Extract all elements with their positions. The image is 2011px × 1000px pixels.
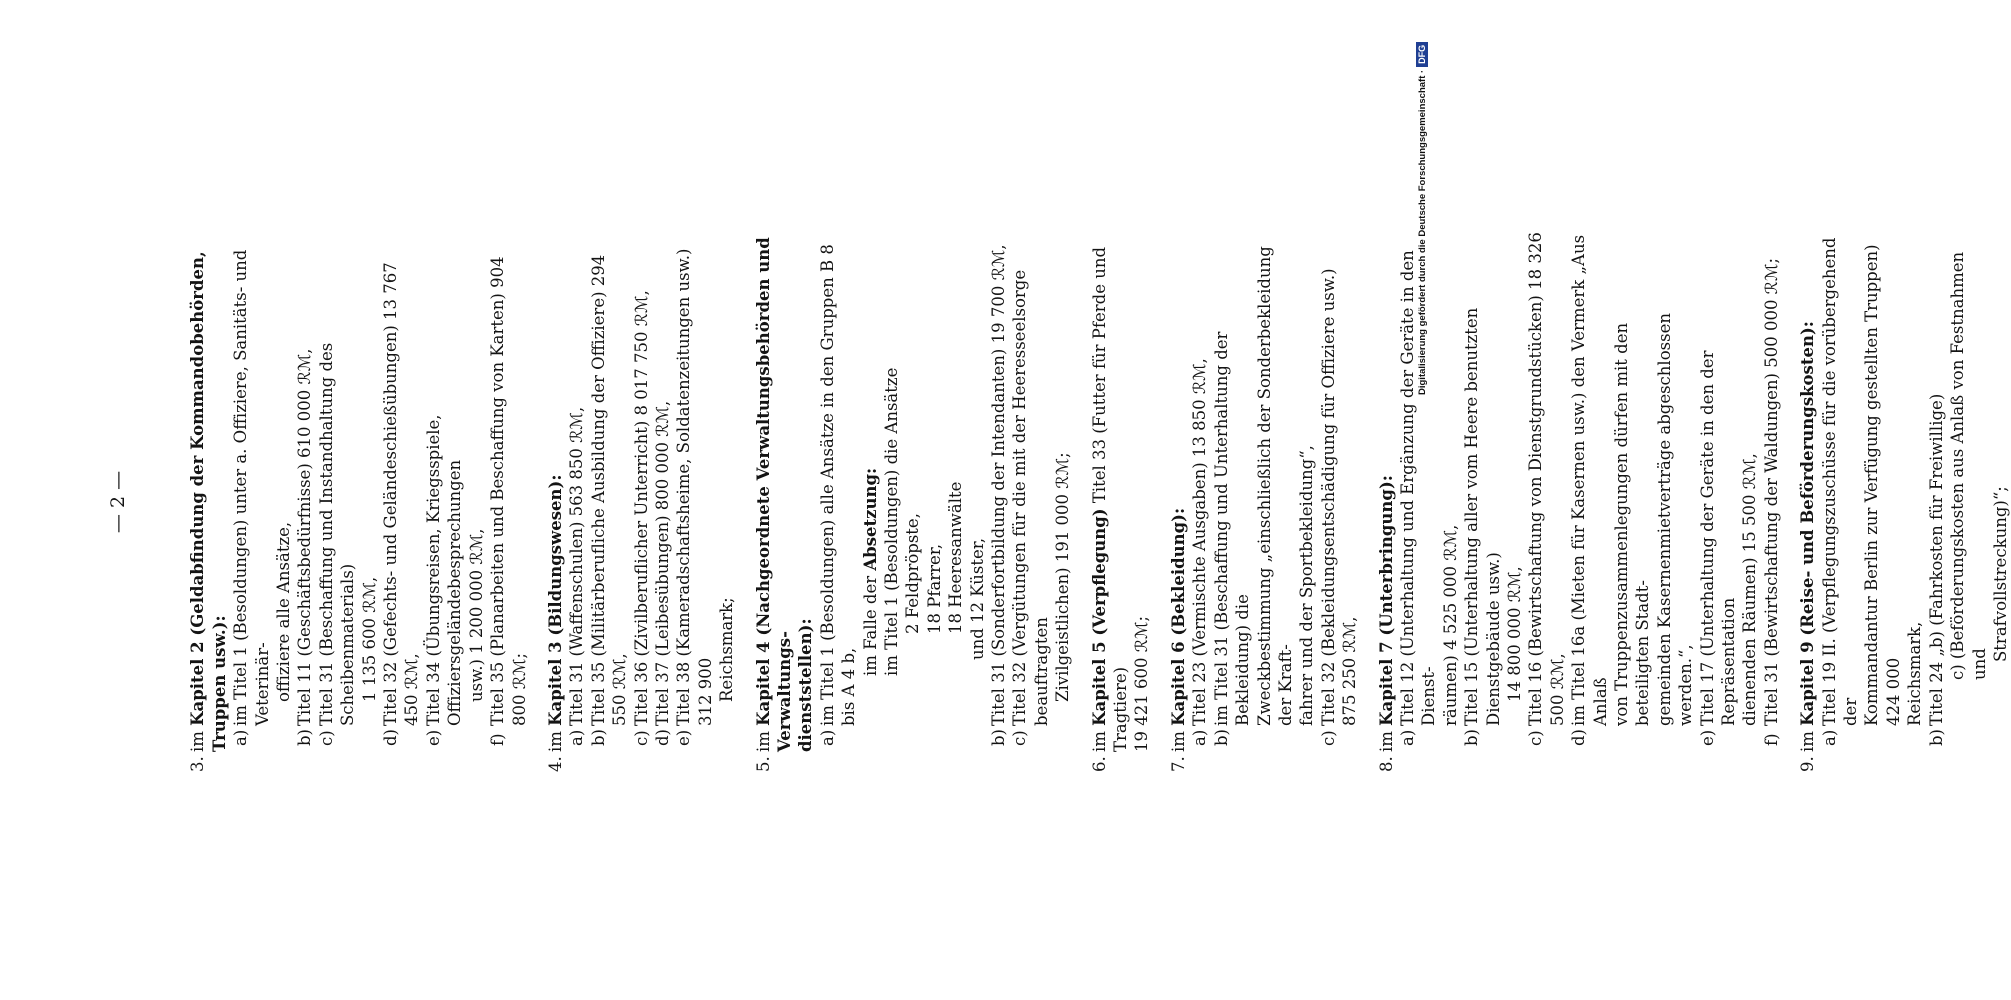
chapter-title: Kapitel 9 (Reise- und Beförderungskosten):: [1798, 321, 1818, 726]
item-continuation: räumen) 4 525 000 ℛℳ,: [1440, 524, 1460, 726]
item-label: a): [817, 729, 837, 746]
dfg-logo: DFG: [1416, 42, 1428, 67]
section-3: [187, 232, 530, 772]
chapter-title: Kapitel 4 (Nachgeordnete Verwaltungsbehörden und Verwaltungs-: [753, 237, 794, 752]
list-item: [423, 232, 466, 772]
list-item: [487, 232, 530, 772]
item-text: im Titel 31 (Beschaffung und Unterhaltung der Bekleidung) die: [1211, 331, 1253, 726]
item-continuation: Reichsmark;: [717, 597, 737, 702]
item-continuation: dienenden Räumen) 15 500 ℛℳ,: [1740, 453, 1760, 726]
item-label: e): [674, 729, 694, 746]
list-item: [1318, 232, 1361, 772]
section-9: [1797, 232, 2011, 772]
item-text: Titel 16 (Bewirtschaftung von Dienstgrundstücken) 18 326 500 ℛℳ,: [1526, 232, 1567, 726]
item-text: Titel 19 II. (Verpflegungszuschüsse für die vorübergehend der: [1819, 237, 1861, 726]
item-text: Titel 31 (Waffenschulen) 563 850 ℛℳ,: [567, 406, 587, 726]
item-continuation: von Truppenzusammenlegungen dürfen mit den beteiligten Stadt-: [1612, 322, 1653, 726]
item-continuation: 1 135 600 ℛℳ,: [359, 576, 379, 702]
item-continuation: c) (Beförderungskosten aus Anlaß von Festnahmen und: [1948, 251, 1989, 680]
section-heading: [1376, 232, 1397, 772]
position-entry: 18 Pfarrer,: [924, 543, 944, 634]
list-item: [988, 232, 1009, 772]
item-text: Titel 31 (Sonderfortbildung der Intendanten) 19 700 ℛℳ,: [989, 244, 1009, 726]
item-label: d): [652, 729, 672, 746]
item-text: Titel 32 (Bekleidungsentschädigung für Offiziere usw.) 875 250 ℛℳ,: [1318, 268, 1360, 726]
list-item: [652, 232, 673, 772]
page-number: — 2 —: [107, 470, 129, 534]
section-heading: [1089, 232, 1132, 772]
item-continuation: Zweckbestimmung „einschließlich der Sonderbekleidung der Kraft-: [1254, 246, 1295, 726]
section-heading: [545, 232, 566, 772]
section-number: 3.: [188, 756, 208, 772]
section-number: 7.: [1168, 756, 1188, 772]
item-label: a): [231, 729, 251, 746]
list-item: [380, 232, 423, 772]
item-label: a): [1190, 729, 1210, 746]
item-label: f): [1761, 733, 1781, 746]
section-7: [1168, 232, 1361, 772]
list-item: [1211, 232, 1254, 772]
section-heading: [1797, 232, 1818, 772]
section-number: 5.: [753, 756, 773, 772]
list-item: [1009, 232, 1052, 772]
chapter-title-continuation: dienststellen):: [796, 618, 816, 752]
item-label: a): [1819, 729, 1839, 746]
item-text: im Titel 1 (Besoldungen) alle Ansätze in den Gruppen B 8 bis A 4 b,: [817, 244, 859, 726]
list-item: [1189, 232, 1210, 772]
item-label: b): [1462, 729, 1482, 746]
heading-prefix: im: [1376, 731, 1396, 752]
list-item: [673, 232, 716, 772]
list-item: [1761, 232, 1782, 772]
heading-prefix: im: [753, 731, 773, 752]
section-4: [545, 232, 738, 772]
item-text: im Titel 1 (Besoldungen) unter a. Offiziere, Sanitäts- und Veterinär-: [231, 249, 272, 726]
item-label: b): [1211, 729, 1231, 746]
item-continuation: offiziere alle Ansätze,: [274, 521, 294, 702]
heading-continuation: 19 421 600 ℛℳ;: [1132, 615, 1152, 752]
list-item: [566, 232, 587, 772]
list-item: [1697, 232, 1740, 772]
list-item: [316, 232, 359, 772]
list-item: [1568, 232, 1611, 772]
heading-rest: Titel 33 (Futter für Pferde und Tragtiere): [1089, 246, 1131, 752]
list-item: [1819, 232, 1862, 772]
item-text: Titel 31 (Beschaffung und Instandhaltung des Scheibenmaterials): [316, 342, 358, 726]
item-label: a): [567, 729, 587, 746]
position-entry: 2 Feldpröpste,: [903, 513, 923, 634]
heading-prefix: im: [1168, 731, 1188, 752]
item-label: f): [488, 733, 508, 746]
item-text: Titel 23 (Vermischte Ausgaben) 13 850 ℛℳ,: [1190, 358, 1210, 726]
section-heading: [1168, 232, 1189, 772]
item-label: b): [295, 729, 315, 746]
list-item: [817, 232, 860, 772]
heading-prefix: im: [1798, 731, 1818, 752]
item-text: Titel 17 (Unterhaltung der Geräte in den der Repräsentation: [1697, 350, 1739, 726]
clause-text: im Titel 1 (Besoldungen) die Ansätze: [882, 367, 901, 676]
item-label: c): [631, 730, 651, 746]
section-heading: [187, 232, 230, 772]
digitization-credit: [1416, 15, 1428, 395]
credit-text: Digitalisierung gefördert durch die Deutsche Forschungsgemeinschaft ·: [1417, 69, 1428, 395]
chapter-title: Kapitel 6 (Bekleidung):: [1168, 507, 1188, 726]
item-label: c): [1010, 730, 1030, 746]
item-continuation: Kommandantur Berlin zur Verfügung gestellten Truppen) 424 000: [1862, 244, 1903, 726]
section-6: [1089, 232, 1153, 772]
section-heading: [753, 232, 796, 772]
chapter-title: Kapitel 2 (Geldabfindung der Kommandobehörden, Truppen usw.):: [188, 251, 229, 752]
heading-prefix: im: [545, 731, 565, 752]
item-label: b): [588, 729, 608, 746]
item-label: e): [1697, 729, 1717, 746]
item-continuation: usw.) 1 200 000 ℛℳ,: [466, 528, 486, 702]
item-label: c): [316, 730, 336, 746]
item-text: Titel 34 (Übungsreisen, Kriegsspiele, Offiziersgeländebesprechungen: [423, 414, 465, 726]
item-continuation: Reichsmark,: [1905, 621, 1925, 726]
item-label: d): [381, 729, 401, 746]
item-text: Titel 36 (Zivilberuflicher Unterricht) 8 017 750 ℛℳ,: [631, 290, 651, 726]
item-text: Titel 35 (Militärberufliche Ausbildung der Offiziere) 294 550 ℛℳ,: [588, 254, 630, 726]
item-label: b): [1926, 729, 1946, 746]
item-label: c): [1526, 730, 1546, 746]
item-continuation: Strafvollstreckung)“;: [1990, 486, 2010, 662]
item-label: c): [1318, 730, 1338, 746]
item-text: Titel 37 (Leibesübungen) 800 000 ℛℳ,: [652, 400, 672, 726]
conditional-clause: [860, 232, 881, 772]
clause-keyword: Absetzung:: [860, 467, 880, 571]
position-entry: 18 Heeresanwälte: [946, 481, 966, 634]
list-item: [631, 232, 652, 772]
item-label: e): [423, 729, 443, 746]
item-text: Titel 31 (Bewirtschaftung der Waldungen) 500 000 ℛℳ;: [1761, 257, 1781, 726]
section-8: [1376, 232, 1783, 772]
item-continuation: Zivilgeistlichen) 191 000 ℛℳ;: [1053, 452, 1073, 702]
list-item: [588, 232, 631, 772]
item-label: b): [989, 729, 1009, 746]
item-text: Titel 32 (Vergütungen für die mit der Heeresseelsorge beauftragten: [1010, 269, 1051, 726]
chapter-title: Kapitel 7 (Unterbringung):: [1376, 475, 1396, 726]
list-item: [1525, 232, 1568, 772]
list-item: [294, 232, 315, 772]
clause-prefix: im Falle der: [860, 575, 880, 676]
list-item: [1461, 232, 1504, 772]
chapter-title: Kapitel 3 (Bildungswesen):: [545, 474, 565, 726]
section-number: 4.: [545, 756, 565, 772]
list-item: [230, 232, 273, 772]
position-entry: und 12 Küster,: [967, 537, 987, 660]
item-text: Titel 38 (Kameradschaftsheime, Soldatenzeitungen usw.) 312 900: [674, 248, 715, 726]
section-number: 6.: [1089, 756, 1109, 772]
credit-line: [1416, 15, 1429, 395]
list-item: [1926, 232, 1947, 772]
item-continuation: 14 800 000 ℛℳ,: [1504, 566, 1524, 702]
chapter-title: Kapitel 5 (Verpflegung): [1089, 508, 1109, 726]
item-label: d): [1569, 729, 1589, 746]
item-text: Titel 11 (Geschäftsbedürfnisse) 610 000 ℛℳ,: [295, 348, 315, 726]
item-text: Titel 35 (Planarbeiten und Beschaffung von Karten) 904 800 ℛℳ;: [488, 256, 529, 726]
section-5: [753, 232, 1074, 772]
item-text: Titel 12 (Unterhaltung und Ergänzung der Geräte in den Dienst-: [1397, 250, 1439, 726]
item-continuation: gemeinden Kasernenmietverträge abgeschlossen werden.“,: [1654, 313, 1696, 726]
item-text: Titel 32 (Gefechts- und Geländeschießübungen) 13 767 450 ℛℳ,: [381, 262, 422, 726]
item-text: Titel 15 (Unterhaltung aller vom Heere benutzten Dienstgebäude usw.): [1462, 307, 1503, 726]
item-label: a): [1397, 729, 1417, 746]
item-continuation: fahrer und der Sportbekleidung“,: [1297, 445, 1317, 726]
item-text: Titel 24 „b) (Fahrkosten für Freiwillige): [1926, 393, 1946, 726]
section-number: 9.: [1798, 756, 1818, 772]
section-number: 8.: [1376, 756, 1396, 772]
item-text: im Titel 16a (Mieten für Kasernen usw.) den Vermerk „Aus Anlaß: [1569, 234, 1610, 726]
heading-prefix: im: [188, 731, 208, 752]
heading-prefix: im: [1089, 731, 1109, 752]
